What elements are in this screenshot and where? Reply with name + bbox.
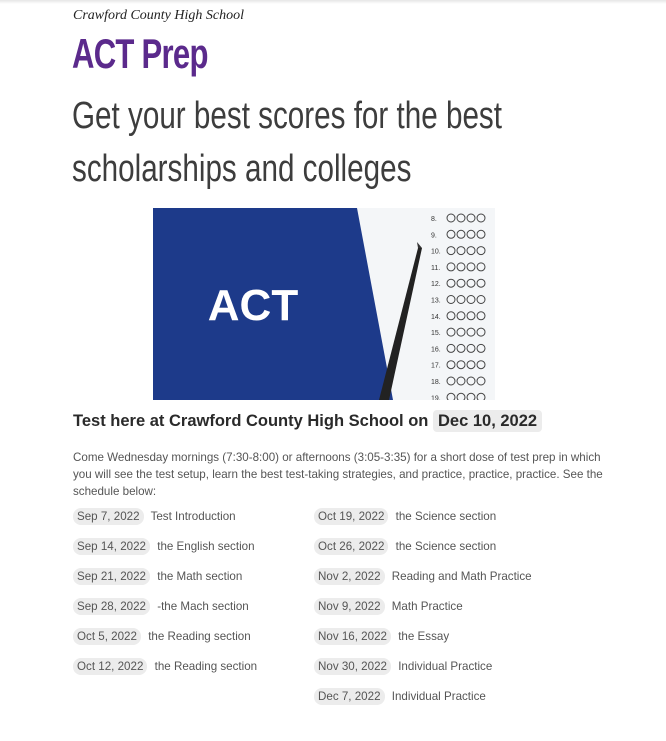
- schedule-item: [314, 510, 532, 540]
- school-name: Crawford County High School: [73, 8, 244, 23]
- act-logo-text: ACT: [207, 281, 299, 330]
- page-title: ACT Prep: [72, 30, 208, 77]
- schedule-topic: Individual Practice: [398, 660, 493, 673]
- schedule-topic: Individual Practice: [391, 690, 486, 703]
- schedule-item: [314, 570, 532, 600]
- date-chip: Sep 28, 2022: [73, 598, 150, 615]
- description: Come Wednesday mornings (7:30-8:00) or afternoons (3:05-3:35) for a short dose of test prep in which you will see the test setup, learn the best test-taking strategies, and practice, practice, practice. See the schedule below:: [73, 451, 603, 498]
- date-chip: Nov 9, 2022: [314, 598, 385, 615]
- schedule-item: [314, 540, 532, 570]
- schedule-item: [314, 660, 532, 690]
- test-date-chip: Dec 10, 2022: [433, 410, 542, 432]
- schedule-item: [73, 540, 257, 570]
- bubble-number: 14.: [431, 313, 441, 321]
- schedule-topic: Test Introduction: [150, 510, 236, 523]
- bubble-number: 16.: [431, 346, 441, 354]
- schedule-item: [73, 600, 257, 630]
- schedule-topic: the Essay: [398, 630, 450, 643]
- test-date-text: Test here at Crawford County High School on: [73, 412, 429, 430]
- schedule-item: [73, 570, 257, 600]
- schedule-item: [314, 600, 532, 630]
- date-chip: Oct 19, 2022: [314, 508, 388, 525]
- schedule-topic: Math Practice: [391, 600, 463, 613]
- bubble-number: 17.: [431, 362, 441, 370]
- schedule-topic: the Math section: [157, 570, 243, 583]
- bubble-number: 15.: [431, 330, 441, 338]
- date-chip: Oct 12, 2022: [73, 658, 147, 675]
- date-chip: Nov 16, 2022: [314, 628, 391, 645]
- bubble-number: 18.: [431, 379, 441, 386]
- schedule-item: [73, 660, 257, 690]
- date-chip: Oct 26, 2022: [314, 538, 388, 555]
- schedule-topic: the Science section: [395, 540, 497, 553]
- date-chip: Nov 2, 2022: [314, 568, 385, 585]
- bubble-number: 10.: [431, 248, 441, 256]
- date-chip: Sep 21, 2022: [73, 568, 150, 585]
- headline: [72, 90, 502, 196]
- headline-line: scholarships and colleges: [72, 148, 412, 190]
- schedule-item: [73, 630, 257, 660]
- test-date-heading: [73, 412, 542, 431]
- schedule-item: [73, 510, 257, 540]
- schedule-topic: Reading and Math Practice: [391, 570, 532, 583]
- date-chip: Oct 5, 2022: [73, 628, 141, 645]
- schedule-topic: the English section: [157, 540, 255, 553]
- bubble-number: 19.: [431, 395, 441, 400]
- schedule-item: [314, 630, 532, 660]
- date-chip: Dec 7, 2022: [314, 688, 385, 705]
- bubble-number: 12.: [431, 281, 441, 289]
- date-chip: Sep 14, 2022: [73, 538, 150, 555]
- date-chip: Sep 7, 2022: [73, 508, 144, 525]
- bubble-number: 11.: [431, 264, 441, 272]
- bubble-number: 9.: [431, 232, 437, 240]
- schedule-topic: the Reading section: [148, 630, 251, 643]
- schedule-left: [73, 510, 257, 690]
- date-chip: Nov 30, 2022: [314, 658, 391, 675]
- schedule-item: [314, 690, 532, 720]
- bubble-number: 13.: [431, 297, 441, 305]
- top-bar: [0, 0, 666, 4]
- act-hero-image: [153, 208, 495, 400]
- schedule-topic: the Reading section: [154, 660, 258, 673]
- bubble-number: 8.: [431, 216, 437, 223]
- headline-line: Get your best scores for the best: [72, 95, 502, 137]
- schedule-topic: the Science section: [395, 510, 497, 523]
- schedule-right: [314, 510, 532, 720]
- schedule-topic: -the Mach section: [157, 600, 249, 613]
